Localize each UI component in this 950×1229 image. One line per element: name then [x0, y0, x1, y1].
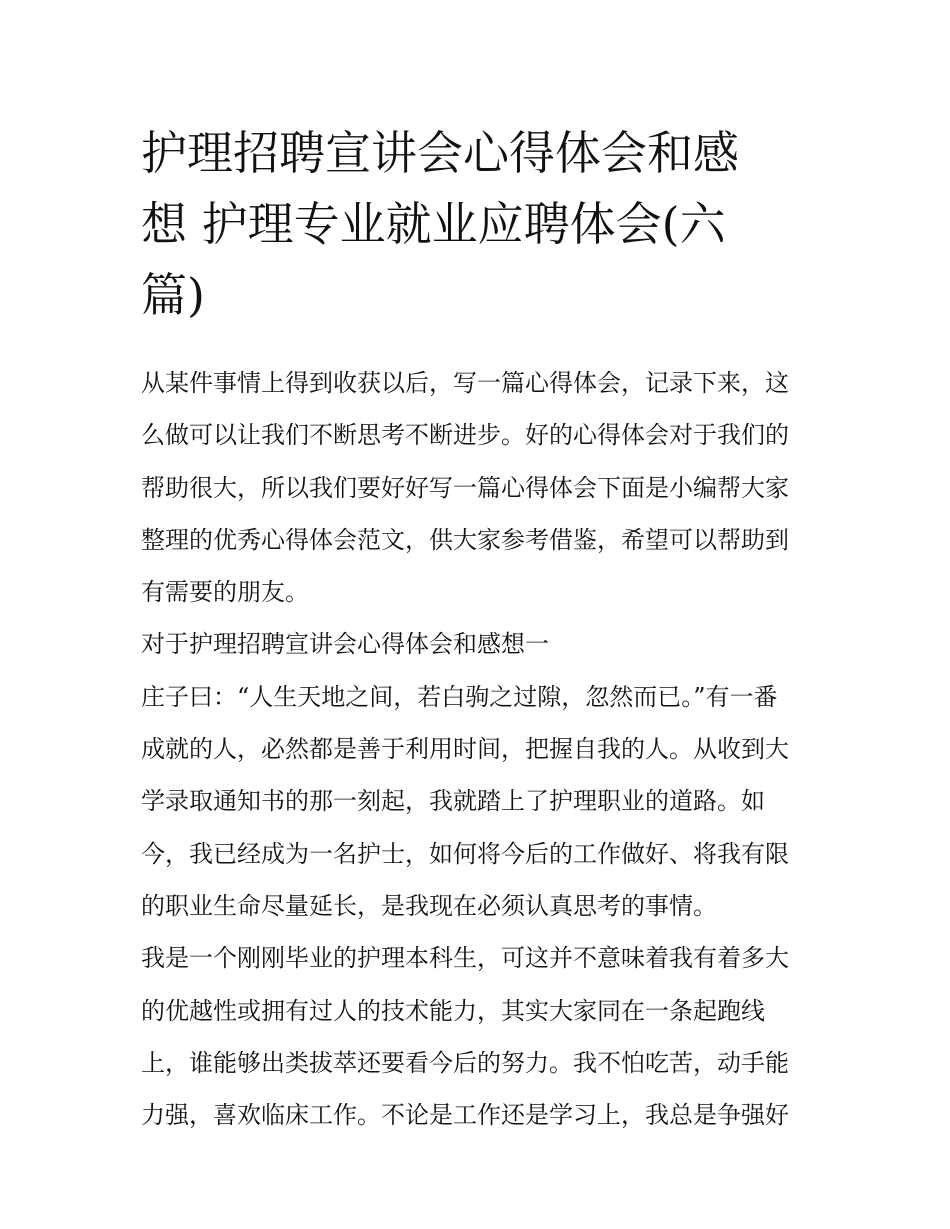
body-line: 上，谁能够出类拔萃还要看今后的努力。我不怕吃苦，动手能 [141, 1048, 789, 1077]
body-line: 从某件事情上得到收获以后，写一篇心得体会，记录下来，这 [141, 369, 789, 397]
document-title [141, 118, 813, 331]
body-line: 成就的人，必然都是善于利用时间，把握自我的人。从收到大 [141, 735, 789, 764]
body-line: 么做可以让我们不断思考不断进步。好的心得体会对于我们的 [141, 421, 789, 450]
document-body [141, 357, 813, 1141]
title-line: 想 护理专业就业应聘体会(六 [141, 197, 726, 251]
body-line: 学录取通知书的那一刻起，我就踏上了护理职业的道路。如 [141, 787, 765, 816]
body-line: 有需要的朋友。 [141, 578, 309, 607]
title-line: 护理招聘宣讲会心得体会和感 [141, 126, 739, 180]
title-line: 篇) [141, 268, 205, 322]
body-line: 整理的优秀心得体会范文，供大家参考借鉴，希望可以帮助到 [141, 525, 789, 554]
body-line: 帮助很大，所以我们要好好写一篇心得体会下面是小编帮大家 [141, 473, 789, 502]
body-line: 我是一个刚刚毕业的护理本科生，可这并不意味着我有着多大 [141, 944, 789, 973]
section-heading-line: 对于护理招聘宣讲会心得体会和感想一 [141, 630, 549, 659]
body-line: 力强，喜欢临床工作。不论是工作还是学习上，我总是争强好 [141, 1101, 789, 1130]
document-content [141, 118, 813, 1141]
body-line: 的职业生命尽量延长，是我现在必须认真思考的事情。 [141, 891, 717, 920]
body-line: 庄子曰：“人生天地之间，若白驹之过隙，忽然而已。”有一番 [141, 682, 778, 711]
body-line: 今，我已经成为一名护士，如何将今后的工作做好、将我有限 [141, 839, 789, 868]
body-line: 的优越性或拥有过人的技术能力，其实大家同在一条起跑线 [141, 996, 765, 1025]
